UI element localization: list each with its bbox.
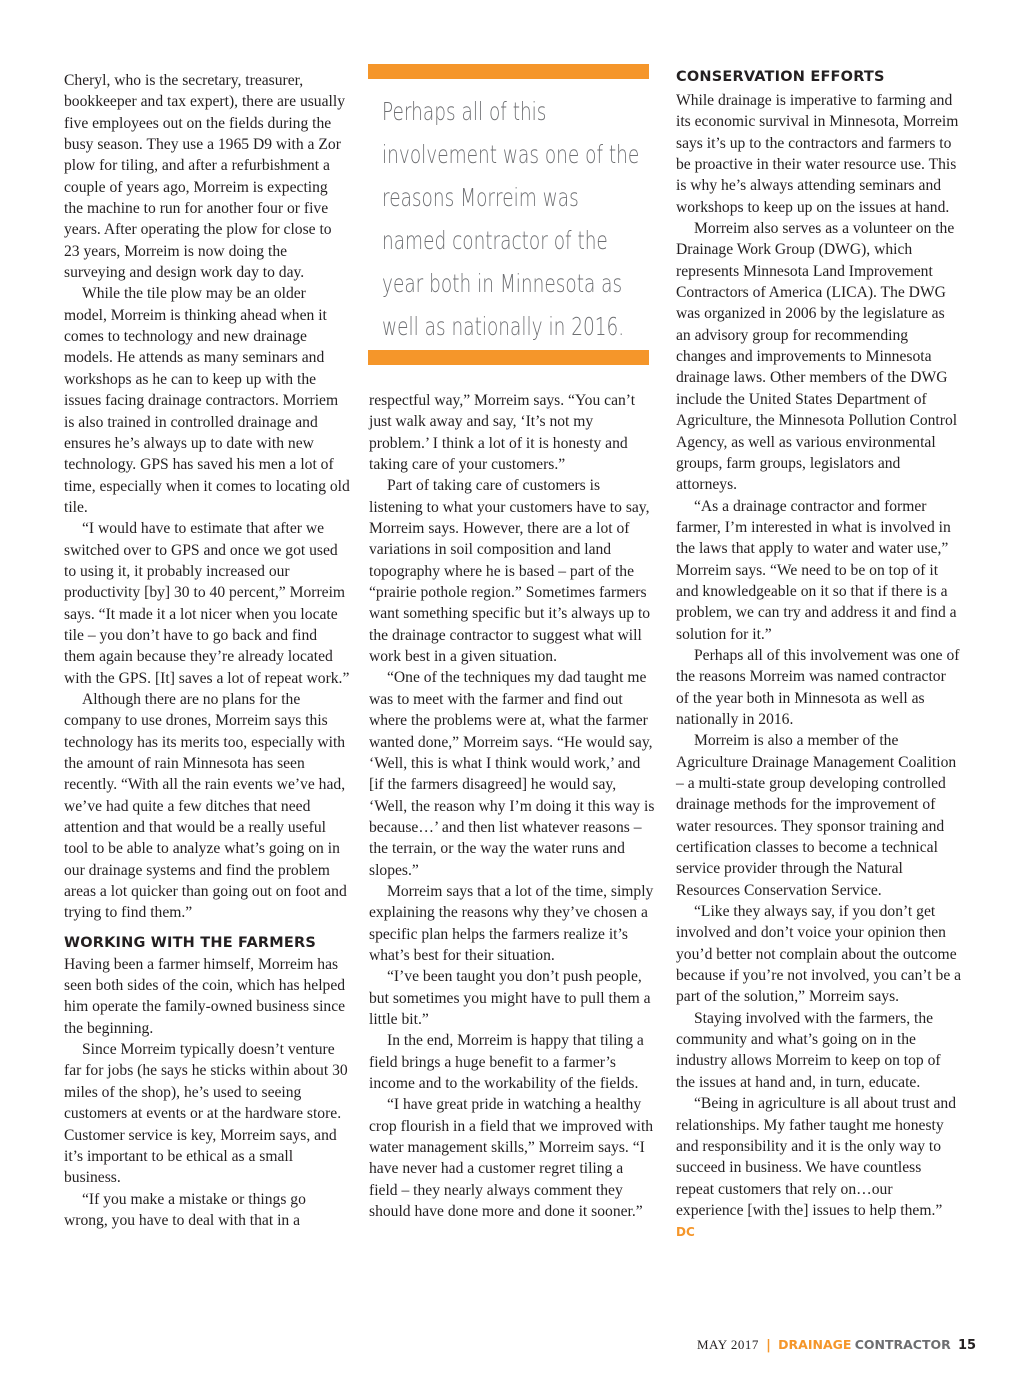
body-paragraph: “If you make a mistake or things go wrong, you have to deal with that in a bbox=[64, 1190, 306, 1229]
pull-quote-bottom-bar bbox=[368, 350, 649, 365]
article-column-1 bbox=[64, 70, 350, 1231]
magazine-name-drainage: DRAINAGE bbox=[778, 1337, 852, 1352]
body-paragraph: “I’ve been taught you don’t push people, but sometimes you might have to pull them a little bit.” bbox=[369, 968, 651, 1028]
final-paragraph-text: “Being in agriculture is all about trust and relationships. My father taught me honesty and responsibility and it is the only way to succeed in business. We have countless repeat customers that rely on…our experience [with the] issues to help them.” bbox=[676, 1095, 956, 1219]
body-paragraph: While the tile plow may be an older model, Morreim is thinking ahead when it comes to technology and new drainage models. He attends as many seminars and workshops as he can to keep up with the issues facing drainage contractors. Morriem is also trained in controlled drainage and ensures he’s always up to date with new technology. GPS has saved his men a lot of time, especially when it comes to locating old tile. bbox=[64, 285, 350, 516]
body-paragraph-final bbox=[676, 1093, 962, 1243]
body-paragraph: Cheryl, who is the secretary, treasurer, bookkeeper and tax expert), there are usually five employees out on the fields during the busy season. They use a 1965 D9 with a Zor plow for tiling, and after a refurbishment a couple of years ago, Morreim is expecting the machine to run for another four or five years. After operating the plow for close to 23 years, Morreim is now doing the surveying and design work day to day. bbox=[64, 72, 345, 282]
pull-quote-top-bar bbox=[368, 64, 649, 79]
article-column-3 bbox=[676, 90, 962, 1244]
magazine-name-contractor: CONTRACTOR bbox=[854, 1337, 951, 1352]
pull-quote-text: Perhaps all of this involvement was one of the reasons Morreim was named contractor of the year both in Minnesota as well as nationally in 2016. bbox=[382, 97, 640, 341]
body-paragraph: Morreim is also a member of the Agriculture Drainage Management Coalition – a multi-state group developing controlled drainage methods for the improvement of water resources. They sponsor training and certification classes to become a technical service provider through the Natural Resources Conservation Service. bbox=[676, 732, 957, 899]
page-number: 15 bbox=[957, 1338, 977, 1353]
body-paragraph: Although there are no plans for the company to use drones, Morreim says this technology has its merits too, especially with the amount of rain Minnesota has seen recently. “With all the rain events we’ve had, we’ve had quite a few ditches that need attention and that would be a really useful tool to be able to analyze what’s going on in our drainage systems and find the problem areas a lot quicker than going out on foot and trying to find them.” bbox=[64, 690, 347, 922]
section-heading-working-with-farmers: WORKING WITH THE FARMERS bbox=[64, 934, 317, 951]
body-paragraph: “I have great pride in watching a healthy crop flourish in a field that we improved with water management skills,” Morreim says. “I have never had a customer regret tiling a field – they nearly always comment they should have done more and done it sooner.” bbox=[369, 1096, 654, 1221]
body-paragraph: Staying involved with the farmers, the community and what’s going on in the industry allows Morreim to keep on top of the issues at hand and, in turn, educate. bbox=[676, 1009, 941, 1091]
body-paragraph: Part of taking care of customers is listening to what your customers have to say, Morreim says. However, there are a lot of variations in soil composition and land topography where he is based – part of the “prairie pothole region.” Sometimes farmers want something specific but it’s always up to the drainage contractor to suggest what will work best in a given situation. bbox=[369, 477, 651, 666]
article-column-2 bbox=[369, 390, 655, 1222]
issue-date: MAY 2017 bbox=[697, 1337, 759, 1352]
body-paragraph: While drainage is imperative to farming and its economic survival in Minnesota, Morreim says it’s up to the contractors and farmers to be proactive in their water resource use. This is why he’s always attending seminars and workshops to keep up on the issues at hand. bbox=[676, 92, 959, 216]
section-heading-conservation-efforts: CONSERVATION EFFORTS bbox=[676, 69, 885, 85]
body-paragraph: “I would have to estimate that after we switched over to GPS and once we got used to using it, it probably increased our productivity [by] 30 to 40 percent,” Morreim says. “It made it a lot nicer when you locate tile – you don’t have to go back and find them again because they’re already located with the GPS. [It] saves a lot of repeat work.” bbox=[64, 520, 350, 687]
body-paragraph: Perhaps all of this involvement was one of the reasons Morreim was named contractor of the year both in Minnesota as well as nationally in 2016. bbox=[676, 646, 960, 728]
body-paragraph: “Like they always say, if you don’t get involved and don’t voice your opinion then you’d better not complain about the outcome because if you’re not involved, you can’t be a part of the solution,” Morreim says. bbox=[676, 903, 962, 1006]
page-footer bbox=[697, 1337, 977, 1357]
pull-quote bbox=[368, 64, 649, 368]
body-paragraph: Morreim also serves as a volunteer on the Drainage Work Group (DWG), which represents Minnesota Land Improvement Contractors of America (LICA). The DWG was organized in 2006 by the legislature as an advisory group for recommending changes and improvements to Minnesota drainage laws. Other members of the DWG include the United States Department of Agriculture, the Minnesota Pollution Control Agency, as well as various environmental groups, farm groups, legislators and attorneys. bbox=[676, 220, 958, 494]
body-paragraph: Since Morreim typically doesn’t venture far for jobs (he says he sticks within about 30 miles of the shop), he’s used to seeing customers at events or at the hardware store. Customer service is key, Morreim says, and it’s important to be ethical as a small business. bbox=[64, 1041, 348, 1187]
body-paragraph: Having been a farmer himself, Morreim has seen both sides of the coin, which has helped him operate the family-owned business since the beginning. bbox=[64, 955, 346, 1037]
body-paragraph: respectful way,” Morreim says. “You can’t just walk away and say, ‘It’s not my problem.’ I think a lot of it is honesty and taking care of your customers.” bbox=[369, 392, 636, 474]
footer-separator: | bbox=[766, 1338, 771, 1353]
body-paragraph: “One of the techniques my dad taught me was to meet with the farmer and find out where the problems were at, what the farmer wanted done,” Morreim says. “He would say, ‘Well, this is what I think would work,’ and [if the farmers disagreed] he would say, ‘Well, the reason why I’m doing it this way is because…’ and then list whatever reasons – the terrain, or the way the water runs and slopes.” bbox=[369, 669, 655, 879]
body-paragraph: In the end, Morreim is happy that tiling a field brings a huge benefit to a farmer’s income and to the workability of the fields. bbox=[369, 1032, 644, 1092]
body-paragraph: Morreim says that a lot of the time, simply explaining the reasons why they’ve chosen a specific plan helps the farmers realize it’s what’s best for their situation. bbox=[369, 882, 654, 964]
end-mark-dc: DC bbox=[676, 1225, 695, 1240]
body-paragraph: “As a drainage contractor and former farmer, I’m interested in what is involved in the laws that apply to water and water use,” Morreim says. “We need to be on top of it and knowledgeable on it so that if there is a problem, we can try and address it and find a solution for it.” bbox=[676, 497, 957, 643]
